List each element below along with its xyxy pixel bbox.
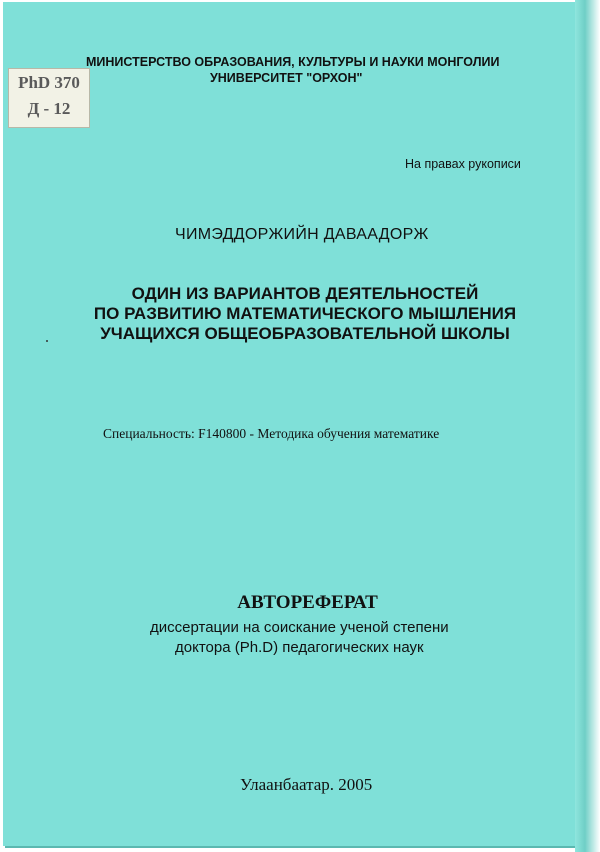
library-stamp <box>8 68 90 128</box>
title-line-1: ОДИН ИЗ ВАРИАНТОВ ДЕЯТЕЛЬНОСТЕЙ <box>131 284 479 303</box>
title-line-3: УЧАЩИХСЯ ОБЩЕОБРАЗОВАТЕЛЬНОЙ ШКОЛЫ <box>100 324 510 343</box>
place-year: Улаанбаатар. 2005 <box>240 775 373 794</box>
abstract-line-2: доктора (Ph.D) педагогических наук <box>175 639 424 656</box>
cover-edge <box>575 0 600 852</box>
author-name: ЧИМЭДДОРЖИЙН ДАВААДОРЖ <box>175 226 429 243</box>
ministry-heading: МИНИСТЕРСТВО ОБРАЗОВАНИЯ, КУЛЬТУРЫ И НАУКИ МОНГОЛИИ <box>86 55 500 69</box>
abstract-heading: АВТОРЕФЕРАТ <box>237 592 378 613</box>
university-heading: УНИВЕРСИТЕТ "ОРХОН" <box>210 71 363 85</box>
book-cover <box>3 2 591 846</box>
stamp-line-1: PhD 370 <box>18 73 80 92</box>
title-line-2: ПО РАЗВИТИЮ МАТЕМАТИЧЕСКОГО МЫШЛЕНИЯ <box>93 304 517 323</box>
stamp-line-2: Д - 12 <box>27 99 71 118</box>
speck <box>46 340 48 342</box>
rights-note: На правах рукописи <box>405 157 521 171</box>
specialty-line: Специальность: F140800 - Методика обучения математике <box>103 426 440 441</box>
abstract-line-1: диссертации на соискание ученой степени <box>150 619 449 636</box>
